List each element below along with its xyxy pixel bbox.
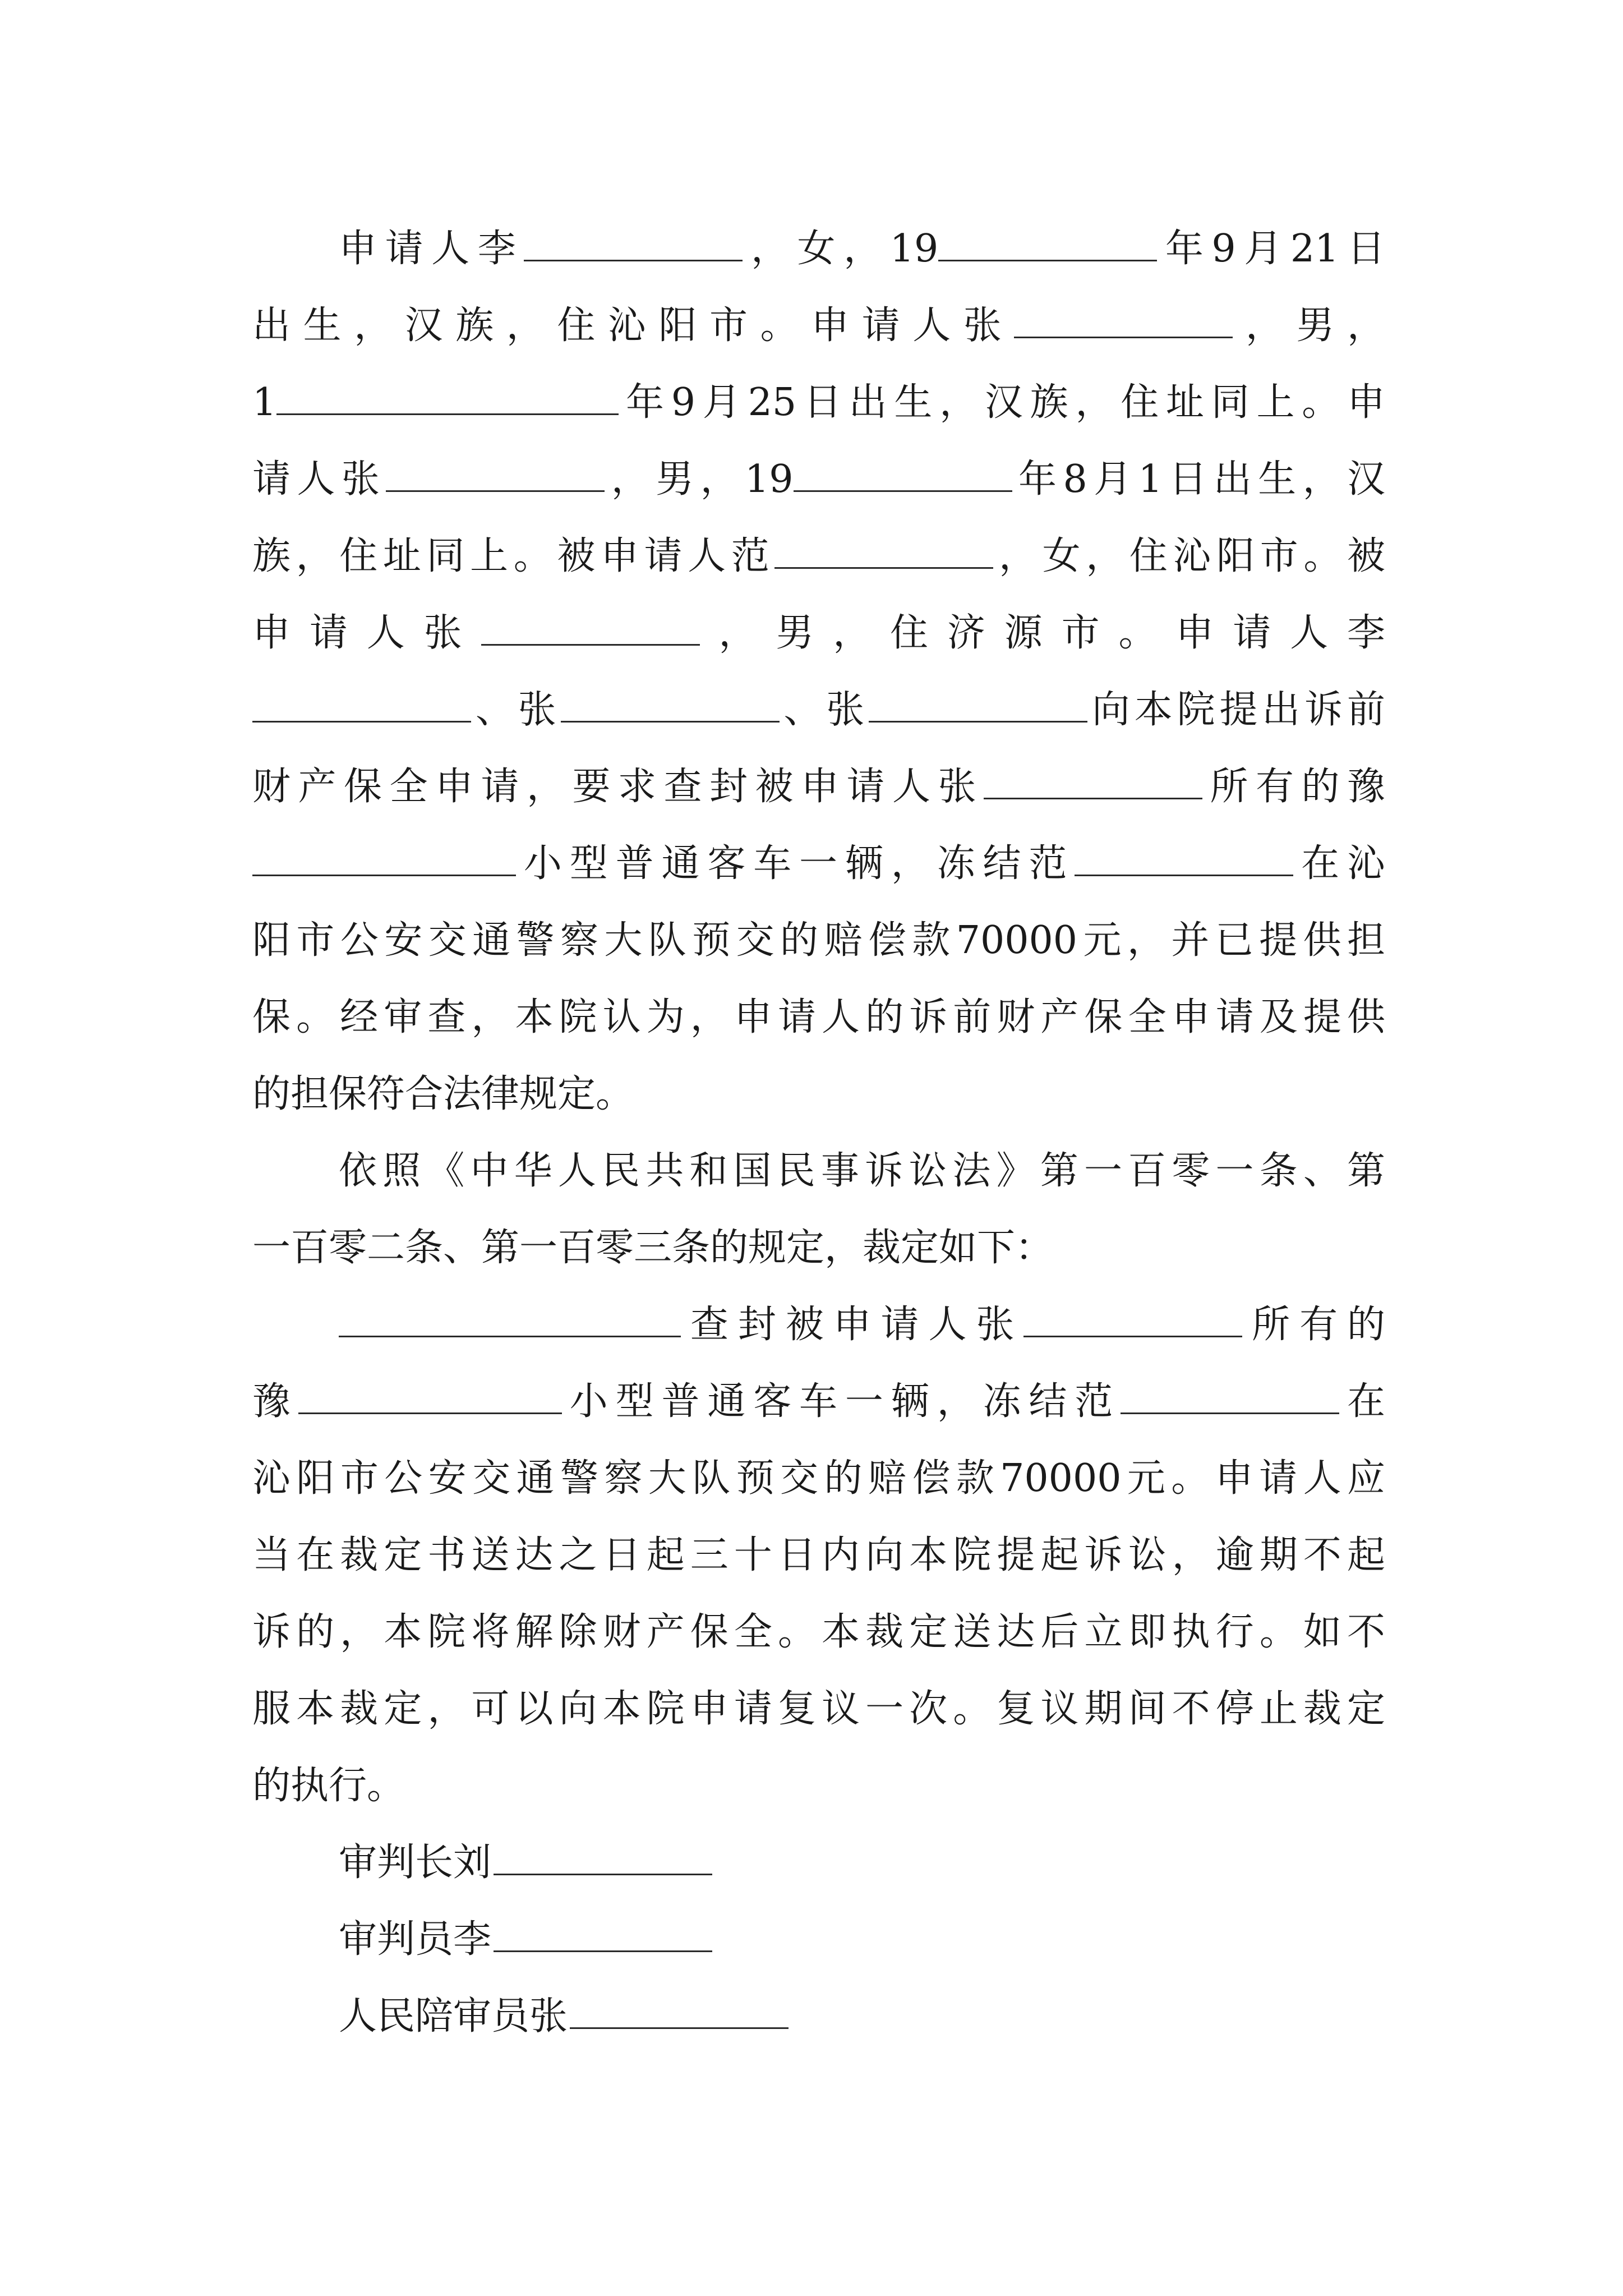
text-run: 查封被申请人张 [681, 1303, 1024, 1347]
text-run: 豫 [252, 1379, 298, 1424]
signature-juror [252, 1978, 1385, 2055]
para1-line11: 保。经审查，本院认为，申请人的诉前财产保全申请及提供 [252, 995, 1385, 1039]
para1-line9 [252, 825, 1385, 902]
redaction-blank [339, 1299, 681, 1337]
text-run: 年9月25日出生，汉族，住址同上。申 [619, 380, 1385, 425]
signature-label: 审判长刘 [339, 1841, 492, 1885]
para1-line2 [252, 287, 1385, 364]
para3-line6: 服本裁定，可以向本院申请复议一次。复议期间不停止裁定 [252, 1687, 1385, 1731]
para3-line4: 当在裁定书送达之日起三十日内向本院提起诉讼，逾期不起 [252, 1533, 1385, 1577]
redaction-blank [869, 684, 1087, 723]
text-run: ，男， [1233, 303, 1385, 348]
text-run: 向本院提出诉前 [1087, 688, 1385, 732]
para1-line4 [252, 441, 1385, 518]
redaction-blank [984, 761, 1202, 799]
text-run: ，男，住济源市。申请人李 [699, 611, 1385, 655]
redaction-blank [386, 454, 605, 492]
redaction-blank [794, 454, 1012, 492]
redaction-blank [481, 608, 700, 646]
para3-line5: 诉的，本院将解除财产保全。本裁定送达后立即执行。如不 [252, 1610, 1385, 1654]
text-run: 小型普通客车一辆，冻结范 [561, 1379, 1121, 1424]
redaction-blank [1121, 1376, 1339, 1414]
text-run: 财产保全申请，要求查封被申请人张 [252, 765, 984, 809]
text-run: 申请人张 [252, 611, 481, 655]
ruling-document [252, 210, 1385, 2055]
redaction-blank [561, 684, 780, 723]
redaction-blank [1023, 1299, 1242, 1337]
para1-line5 [252, 518, 1385, 595]
para1-line3 [252, 364, 1385, 441]
redaction-blank [1014, 300, 1233, 338]
signature-label: 审判员李 [339, 1917, 492, 1962]
text-run: 出生，汉族，住沁阳市。申请人张 [252, 303, 1015, 348]
para1-line8 [252, 748, 1385, 825]
redaction-blank [252, 684, 471, 723]
text-run: 所有的 [1242, 1303, 1385, 1347]
text-run: 、张 [779, 688, 869, 732]
text-run: 申请人李 [339, 227, 524, 271]
para2-line1: 依照《中华人民共和国民事诉讼法》第一百零一条、第 [339, 1149, 1385, 1193]
para1-line1 [252, 210, 1385, 287]
redaction-blank [494, 1914, 712, 1952]
para3-line1 [252, 1286, 1385, 1363]
text-run: 在 [1339, 1379, 1385, 1424]
text-run: ，男，19 [605, 457, 794, 501]
text-run: 、张 [471, 688, 561, 732]
signature-label: 人民陪审员张 [339, 1994, 568, 2039]
redaction-blank [1075, 838, 1293, 876]
text-run: 1 [252, 380, 277, 425]
redaction-blank [494, 1837, 712, 1875]
text-run: 所有的豫 [1202, 765, 1385, 809]
redaction-blank [252, 838, 516, 876]
text-run: 族，住址同上。被申请人范 [252, 534, 775, 578]
signature-judge [252, 1901, 1385, 1978]
para1-line10: 阳市公安交通警察大队预交的赔偿款70000元，并已提供担 [252, 918, 1385, 963]
para1-line7 [252, 671, 1385, 748]
text-run: 请人张 [252, 457, 386, 501]
redaction-blank [570, 1991, 789, 2029]
text-run: 年9月21日 [1157, 227, 1385, 271]
signature-chief-judge [252, 1824, 1385, 1901]
redaction-blank [276, 377, 619, 415]
para3-line3: 沁阳市公安交通警察大队预交的赔偿款70000元。申请人应 [252, 1456, 1385, 1501]
para3-line7: 的执行。 [252, 1764, 405, 1808]
redaction-blank [774, 531, 993, 569]
redaction-blank [524, 223, 743, 261]
text-run: 在沁 [1293, 841, 1385, 886]
para1-line6 [252, 595, 1385, 671]
text-run: 年8月1日出生，汉 [1012, 457, 1385, 501]
text-run: ，女，19 [743, 227, 939, 271]
para3-line2 [252, 1363, 1385, 1440]
text-run: 小型普通客车一辆，冻结范 [516, 841, 1075, 886]
redaction-blank [938, 223, 1157, 261]
text-run: ，女，住沁阳市。被 [993, 534, 1385, 578]
redaction-blank [298, 1376, 562, 1414]
para2-line2: 一百零二条、第一百零三条的规定，裁定如下： [252, 1226, 1054, 1270]
para1-line12: 的担保符合法律规定。 [252, 1072, 634, 1116]
